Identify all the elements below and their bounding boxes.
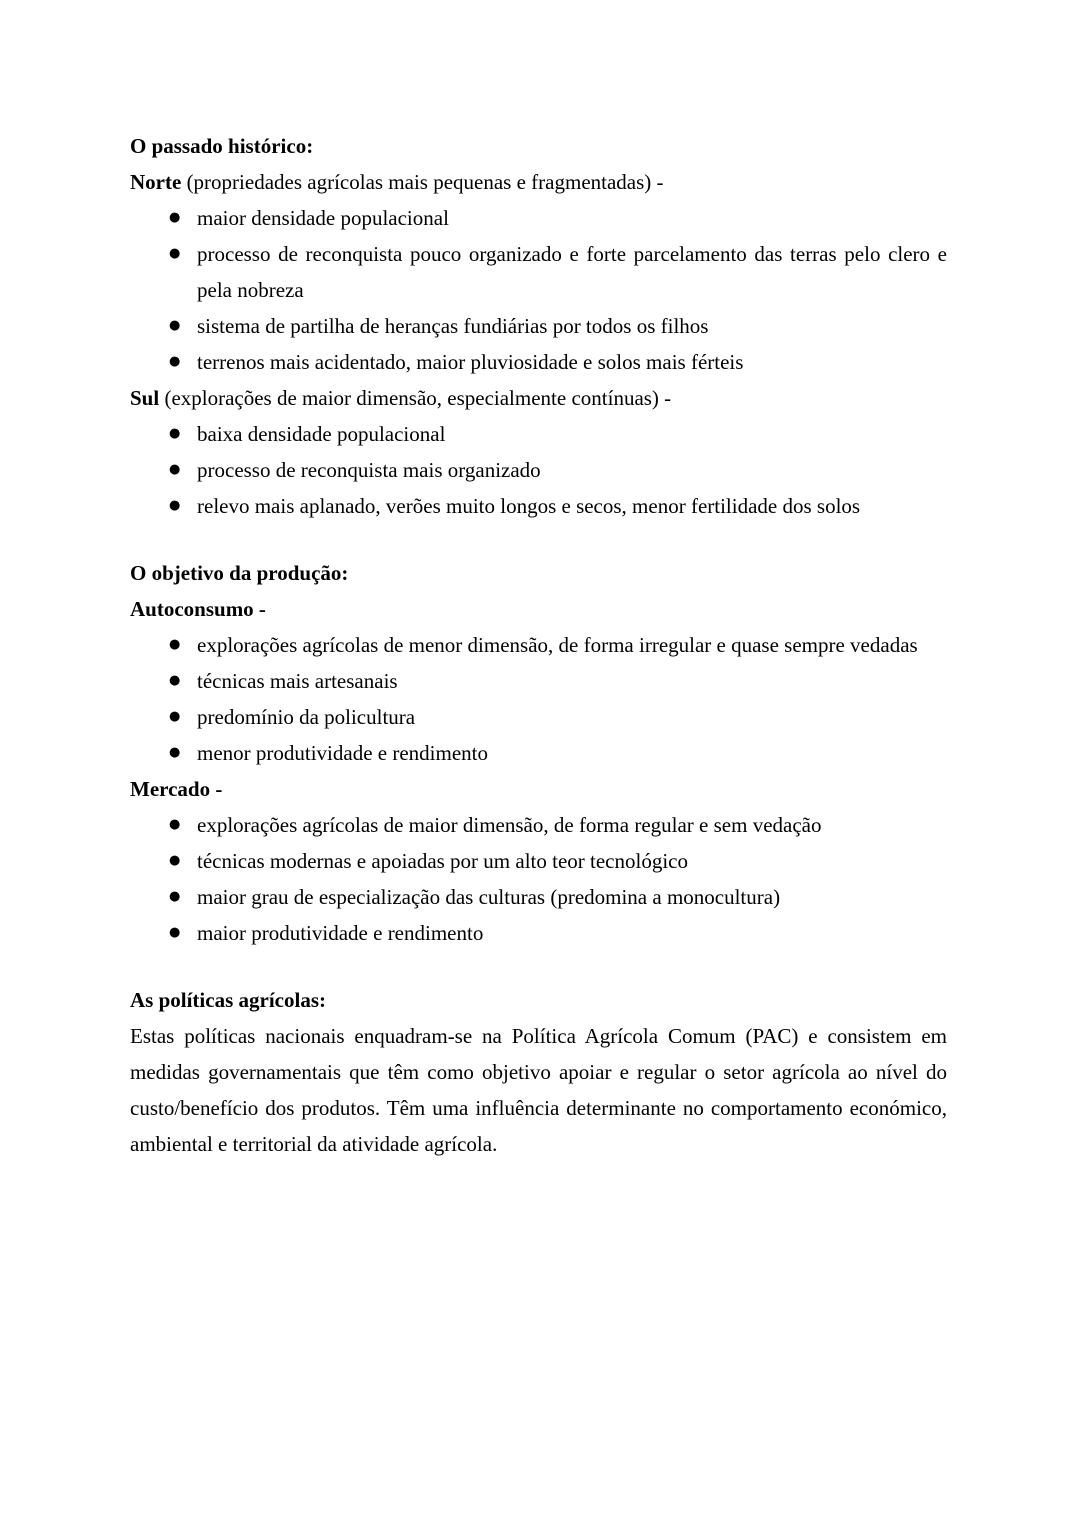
- bullet-text: maior densidade populacional: [197, 206, 449, 230]
- list-item: [166, 735, 947, 771]
- list-item: [166, 200, 947, 236]
- bullet-text: maior grau de especialização das culturas (predomina a monocultura): [197, 885, 781, 909]
- list-item: [166, 843, 947, 879]
- bullet-icon: ●: [169, 853, 181, 868]
- bullet-text: processo de reconquista mais organizado: [197, 458, 541, 482]
- bullet-icon: ●: [169, 745, 181, 760]
- bullet-icon: ●: [169, 637, 181, 652]
- subheading-mercado: [130, 771, 947, 807]
- section-politicas-agricolas: [130, 982, 947, 1162]
- bullet-text: técnicas mais artesanais: [197, 669, 398, 693]
- body-paragraph: Estas políticas nacionais enquadram-se na Política Agrícola Comum (PAC) e consistem em medidas governamentais que têm como objetivo apoiar e regular o setor agrícola ao nível do custo/benefício dos produtos. Têm uma influência determinante no comportamento económico, ambiental e territorial da atividade agrícola.: [130, 1024, 947, 1156]
- list-item: [166, 807, 947, 843]
- bullet-text: maior produtividade e rendimento: [197, 921, 484, 945]
- bullet-icon: ●: [169, 210, 181, 225]
- bullet-icon: ●: [169, 498, 181, 513]
- bullet-icon: ●: [169, 889, 181, 904]
- subheading-autoconsumo: [130, 591, 947, 627]
- bullet-icon: ●: [169, 925, 181, 940]
- bullet-text: terrenos mais acidentado, maior pluviosidade e solos mais férteis: [197, 350, 744, 374]
- bullet-icon: ●: [169, 817, 181, 832]
- bullet-icon: ●: [169, 462, 181, 477]
- bullet-text: técnicas modernas e apoiadas por um alto teor tecnológico: [197, 849, 688, 873]
- bullet-icon: ●: [169, 426, 181, 441]
- list-item: [166, 627, 947, 663]
- list-item: [166, 488, 947, 524]
- section-objetivo-producao: [130, 555, 947, 951]
- list-item: [166, 663, 947, 699]
- bullet-icon: ●: [169, 709, 181, 724]
- list-item: [166, 699, 947, 735]
- list-item: [166, 308, 947, 344]
- bullet-icon: ●: [169, 318, 181, 333]
- list-item: [166, 452, 947, 488]
- bullet-icon: ●: [169, 354, 181, 369]
- bullet-text: processo de reconquista pouco organizado e forte parcelamento das terras pelo clero e pela nobreza: [197, 242, 947, 302]
- subheading-bold: Sul: [130, 386, 160, 410]
- subheading-rest: (propriedades agrícolas mais pequenas e fragmentadas) -: [181, 170, 664, 194]
- subheading-bold: Autoconsumo -: [130, 597, 266, 621]
- list-item: [166, 879, 947, 915]
- bullet-icon: ●: [169, 673, 181, 688]
- bullet-text: baixa densidade populacional: [197, 422, 446, 446]
- bullet-text: menor produtividade e rendimento: [197, 741, 488, 765]
- subheading-bold: Mercado -: [130, 777, 223, 801]
- list-item: [166, 236, 947, 308]
- subheading-sul: [130, 380, 947, 416]
- section-heading: O passado histórico:: [130, 134, 314, 158]
- bullet-text: explorações agrícolas de menor dimensão, de forma irregular e quase sempre vedadas: [197, 633, 918, 657]
- section-heading: As políticas agrícolas:: [130, 988, 326, 1012]
- subheading-norte: [130, 164, 947, 200]
- bullet-text: explorações agrícolas de maior dimensão, de forma regular e sem vedação: [197, 813, 822, 837]
- list-item: [166, 344, 947, 380]
- bullet-icon: ●: [169, 246, 181, 261]
- section-passado-historico: [130, 128, 947, 524]
- subheading-rest: (explorações de maior dimensão, especialmente contínuas) -: [159, 386, 672, 410]
- list-item: [166, 915, 947, 951]
- subheading-bold: Norte: [130, 170, 182, 194]
- bullet-text: sistema de partilha de heranças fundiárias por todos os filhos: [197, 314, 709, 338]
- bullet-text: relevo mais aplanado, verões muito longos e secos, menor fertilidade dos solos: [197, 494, 861, 518]
- list-item: [166, 416, 947, 452]
- section-heading: O objetivo da produção:: [130, 561, 349, 585]
- bullet-text: predomínio da policultura: [197, 705, 416, 729]
